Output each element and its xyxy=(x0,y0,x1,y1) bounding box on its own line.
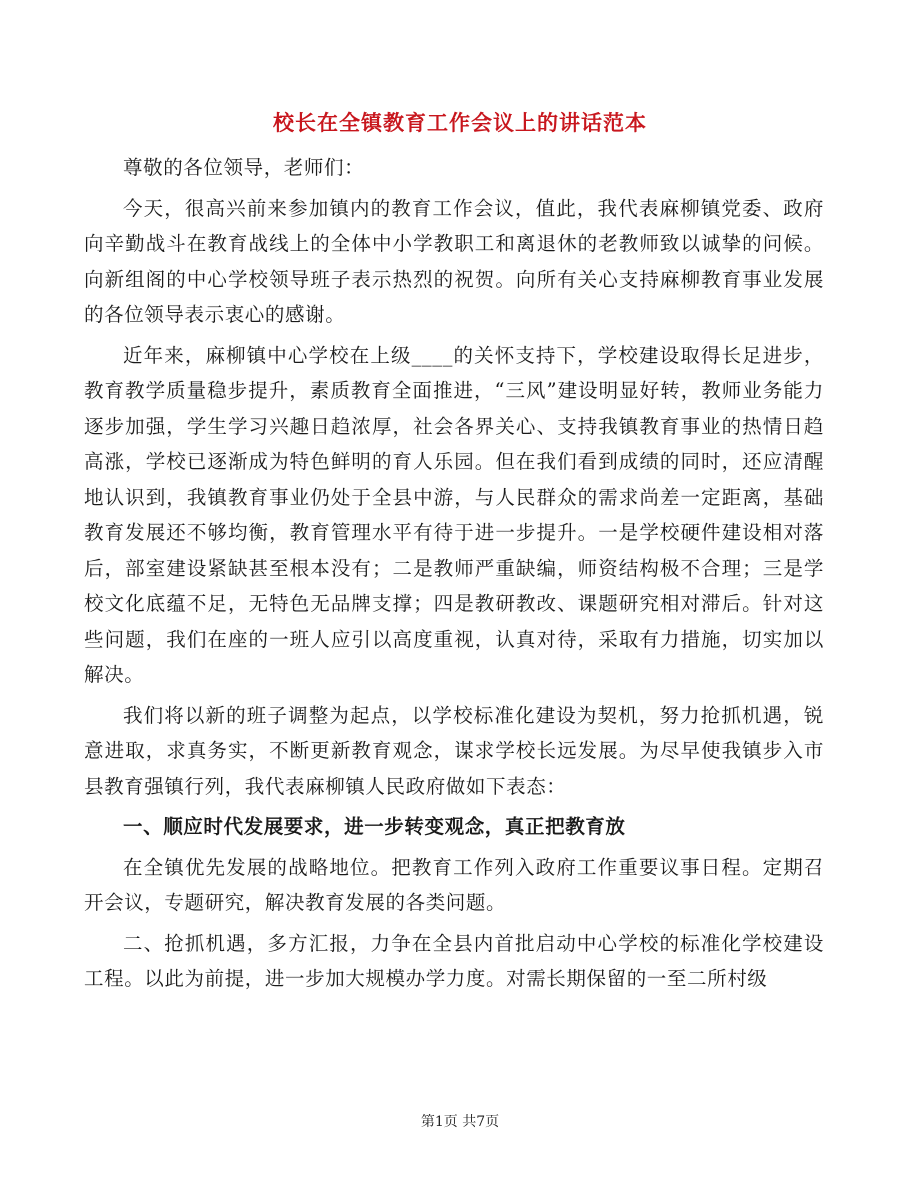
paragraph-commitment: 我们将以新的班子调整为起点，以学校标准化建设为契机，努力抢抓机遇，锐意进取，求真务实，不断更新教育观念，谋求学校长远发展。为尽早使我镇步入市县教育强镇行列，我代表麻柳镇人民政府做如下表态： xyxy=(84,703,824,798)
section-heading-one: 一、顺应时代发展要求，进一步转变观念，真正把教育放 xyxy=(123,815,626,838)
document-body xyxy=(84,150,824,1002)
page-number-footer: 第1页 共7页 xyxy=(420,1114,500,1130)
paragraph-salutation: 尊敬的各位领导，老师们： xyxy=(123,156,365,179)
paragraph-section-two: 二、抢抓机遇，多方汇报，力争在全县内首批启动中心学校的标准化学校建设工程。以此为前提，进一步加大规模办学力度。对需长期保留的一至二所村级 xyxy=(84,931,824,990)
paragraph-achievements: 近年来，麻柳镇中心学校在上级____的关怀支持下，学校建设取得长足进步，教育教学质量稳步提升，素质教育全面推进，“三风”建设明显好转，教师业务能力逐步加强，学生学习兴趣日趋浓厚，社会各界关心、支持我镇教育事业的热情日趋高涨，学校已逐渐成为特色鲜明的育人乐园。但在我们看到成绩的同时，还应清醒地认识到，我镇教育事业仍处于全县中游，与人民群众的需求尚差一定距离，基础教育发展还不够均衡，教育管理水平有待于进一步提升。一是学校硬件建设相对落后，部室建设紧缺甚至根本没有；二是教师严重缺编，师资结构极不合理；三是学校文化底蕴不足，无特色无品牌支撑；四是教研教改、课题研究相对滞后。针对这些问题，我们在座的一班人应引以高度重视，认真对待，采取有力措施，切实加以解决。 xyxy=(84,343,824,686)
paragraph-priority: 在全镇优先发展的战略地位。把教育工作列入政府工作重要议事日程。定期召开会议，专题研究，解决教育发展的各类问题。 xyxy=(84,855,824,914)
document-title: 校长在全镇教育工作会议上的讲话范本 xyxy=(273,110,647,135)
paragraph-greeting: 今天，很高兴前来参加镇内的教育工作会议，值此，我代表麻柳镇党委、政府向辛勤战斗在教育战线上的全体中小学教职工和离退休的老教师致以诚挚的问候。向新组阁的中心学校领导班子表示热烈的祝贺。向所有关心支持麻柳教育事业发展的各位领导表示衷心的感谢。 xyxy=(84,196,824,326)
